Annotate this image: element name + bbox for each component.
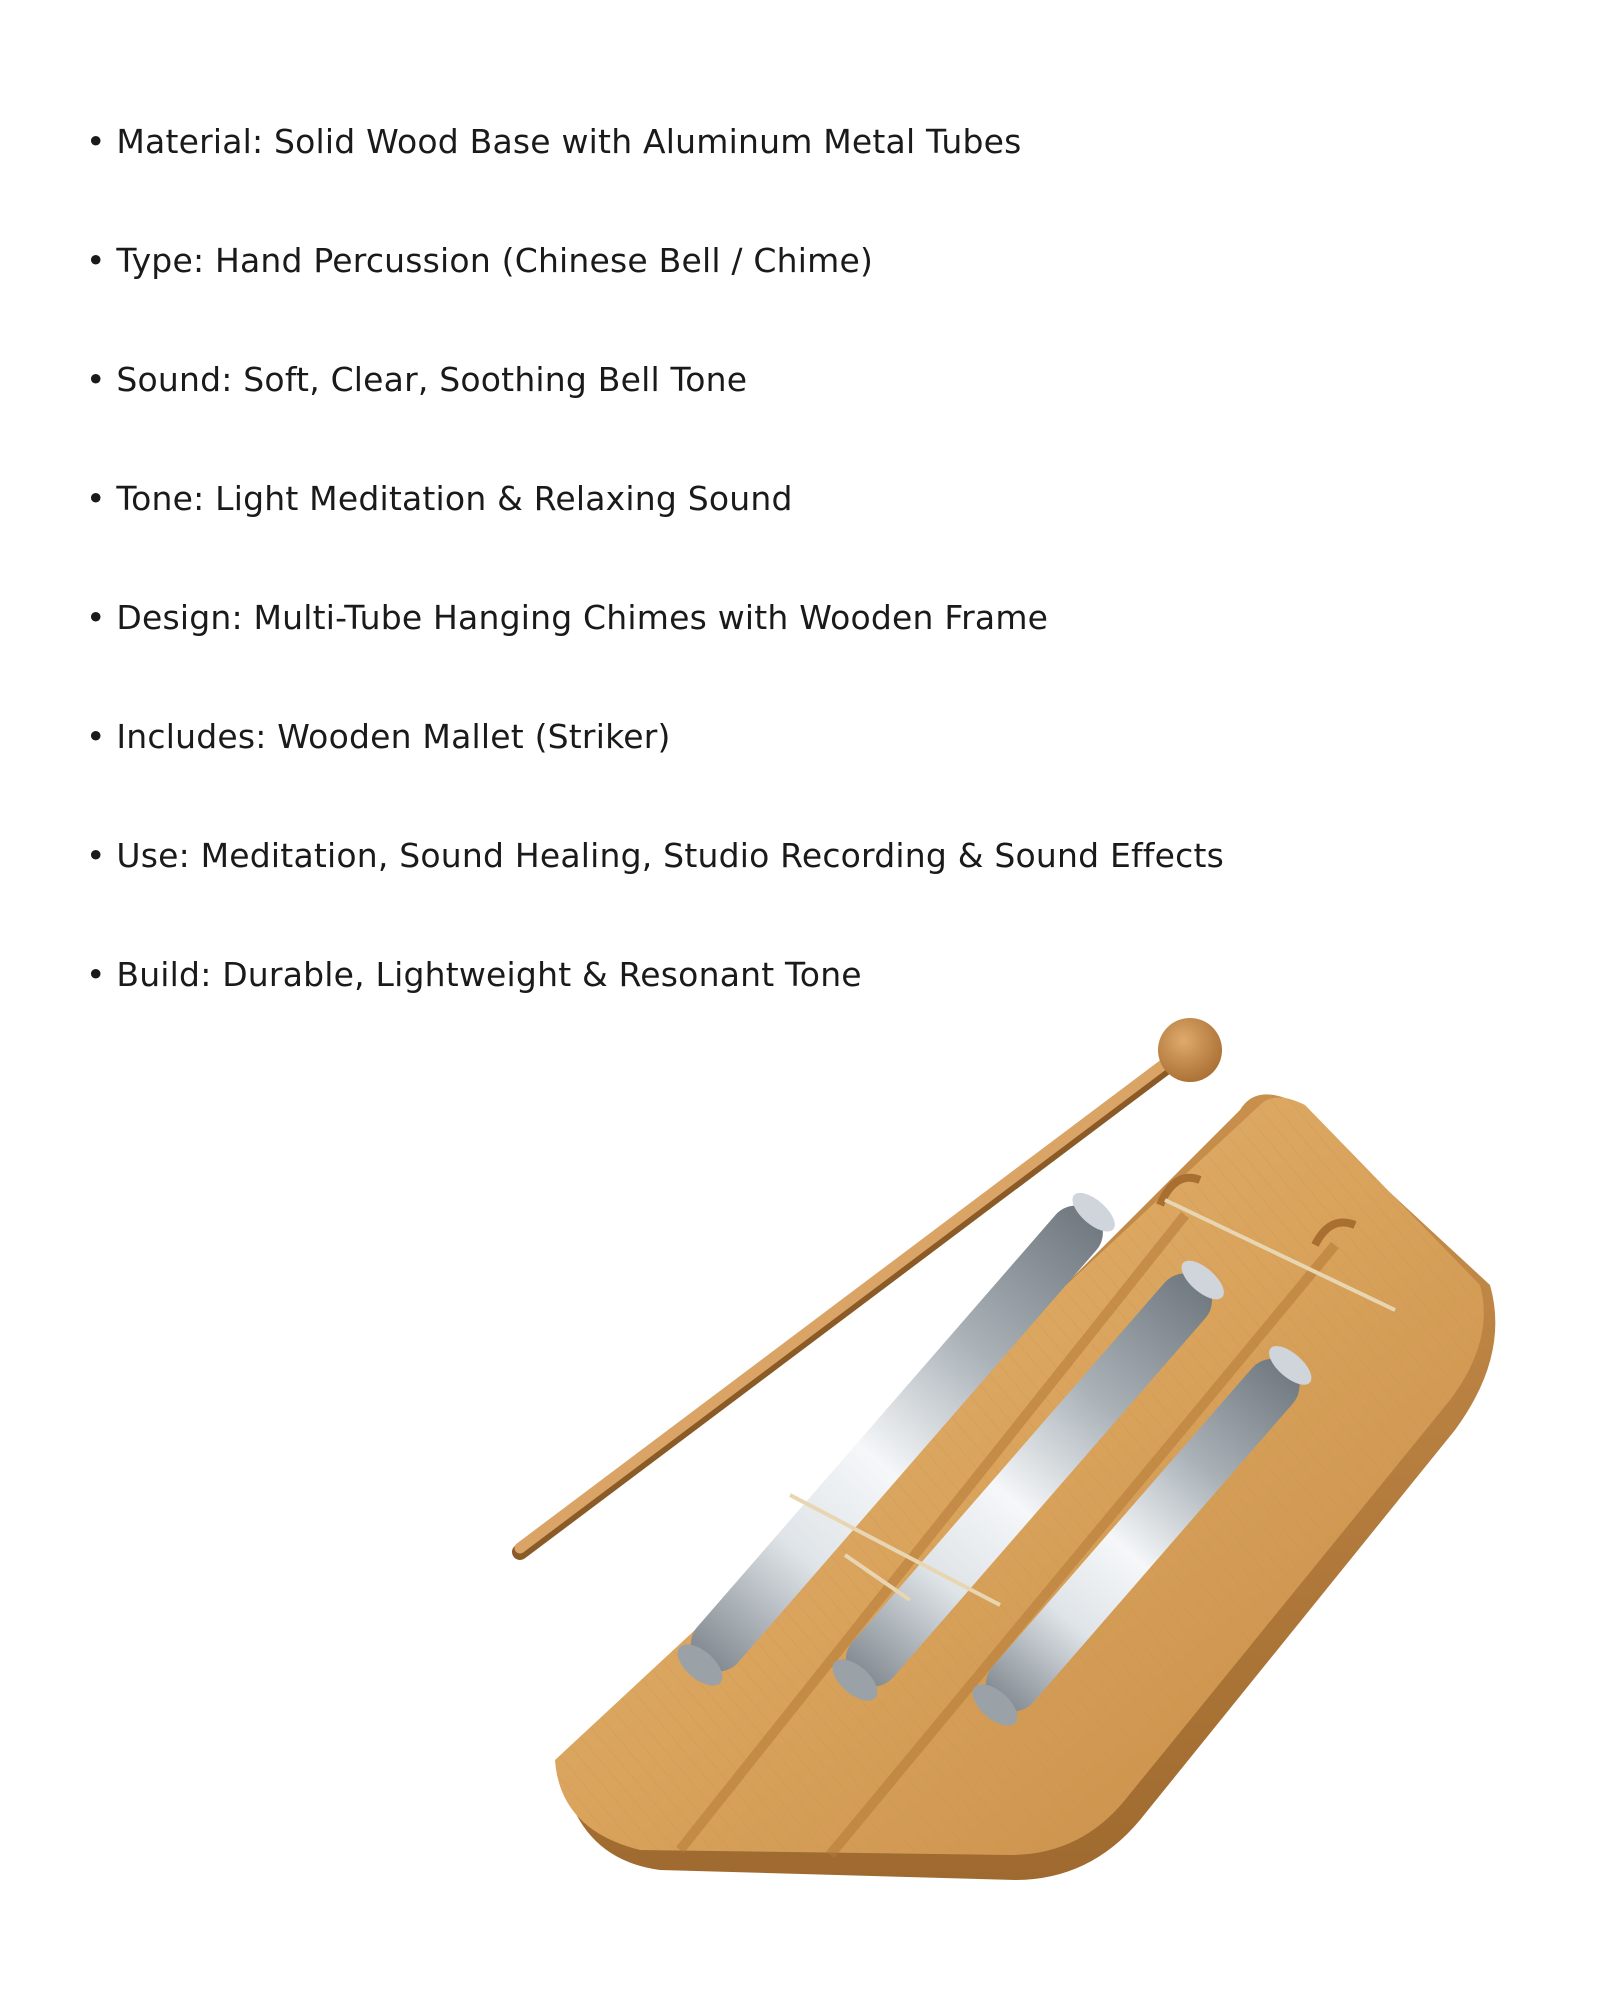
spec-design: • Design: Multi-Tube Hanging Chimes with Wooden Frame xyxy=(86,598,1049,637)
spec-build: • Build: Durable, Lightweight & Resonant Tone xyxy=(86,955,862,994)
spec-material: • Material: Solid Wood Base with Aluminum Metal Tubes xyxy=(86,122,1022,161)
spec-sound: • Sound: Soft, Clear, Soothing Bell Tone xyxy=(86,360,748,399)
spec-use: • Use: Meditation, Sound Healing, Studio Recording & Sound Effects xyxy=(86,836,1225,875)
spec-tone: • Tone: Light Meditation & Relaxing Sound xyxy=(86,479,793,518)
spec-includes: • Includes: Wooden Mallet (Striker) xyxy=(86,717,671,756)
spec-type: • Type: Hand Percussion (Chinese Bell / Chime) xyxy=(86,241,874,280)
